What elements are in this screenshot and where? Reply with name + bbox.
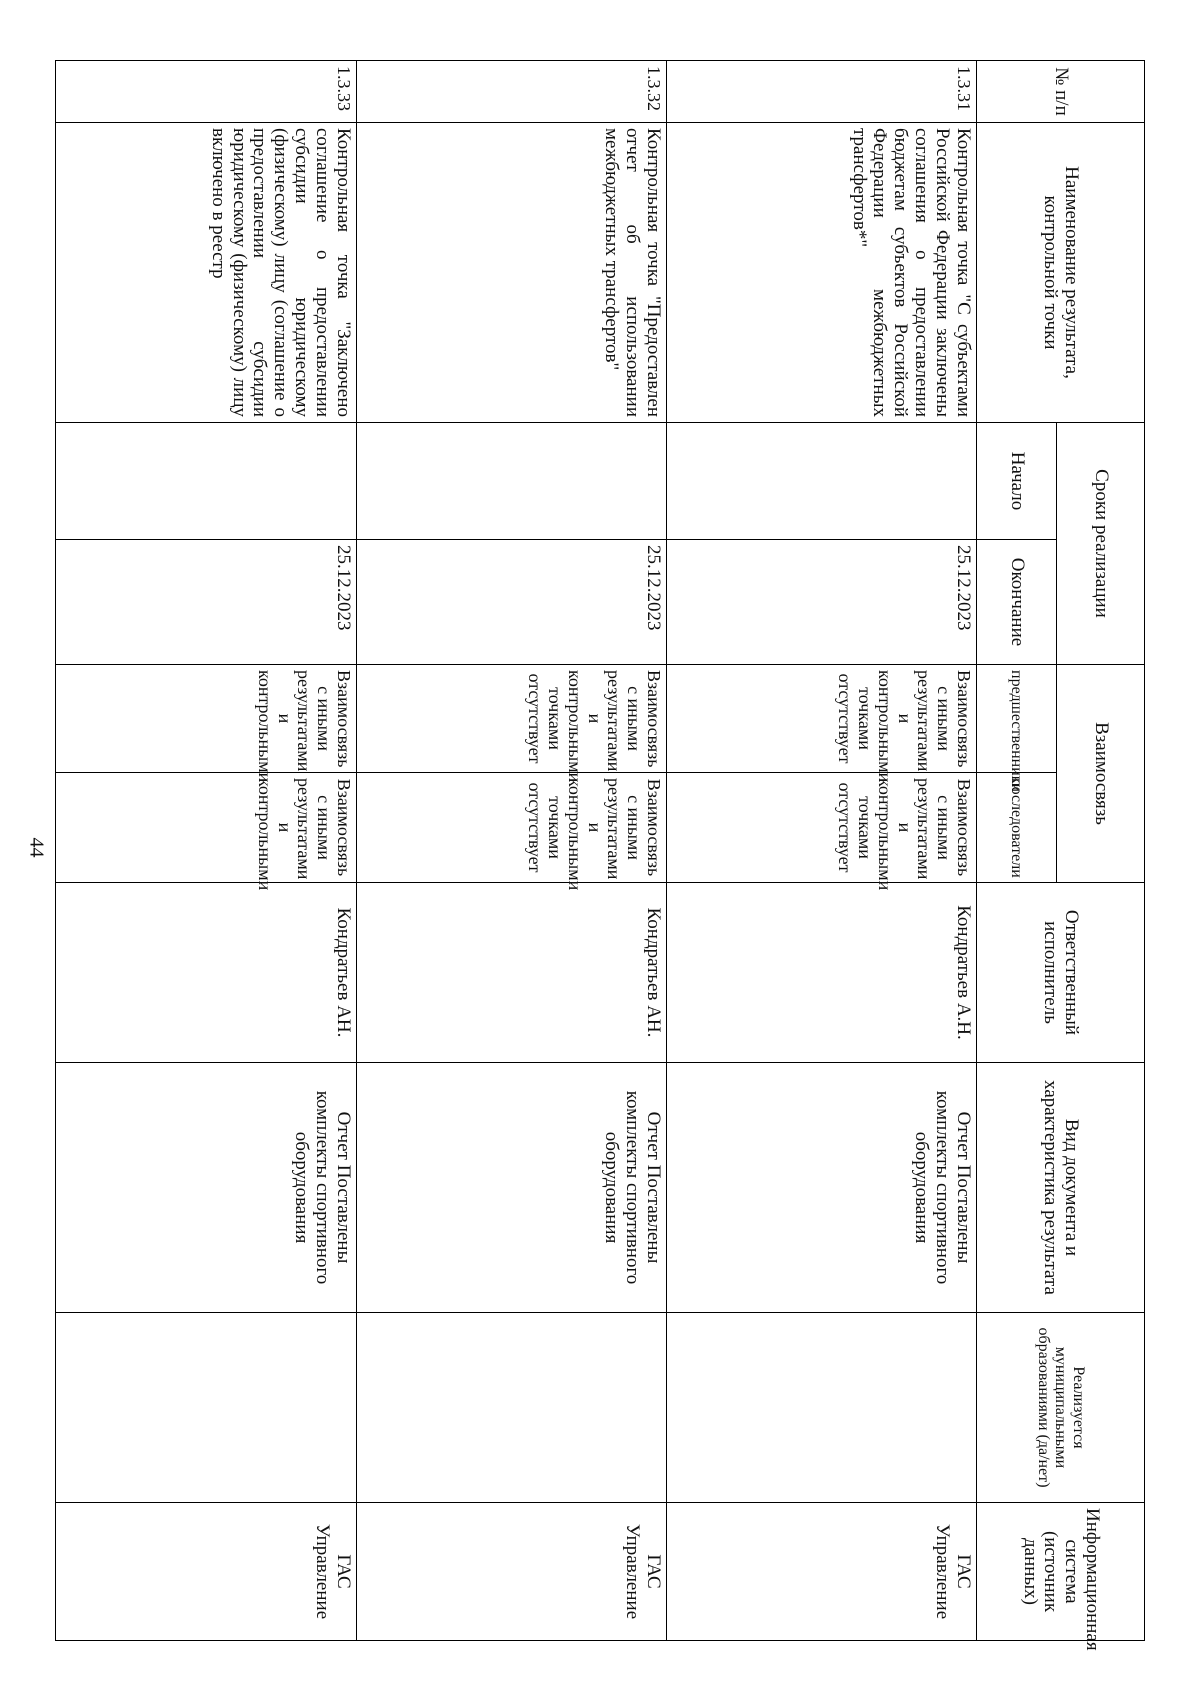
- rotated-sheet: [55, 60, 1145, 1651]
- table-row: [56, 61, 357, 1641]
- cell-info-system: ГАС Управление: [56, 1503, 357, 1641]
- header-dates: Сроки реализации: [1057, 423, 1145, 665]
- table-row: [357, 61, 667, 1641]
- header-predecessors: предшественники: [977, 665, 1057, 773]
- header-start: Начало: [977, 423, 1057, 540]
- cell-doc-type: Отчет Поставлены комплекты спортивного оборудования: [56, 1063, 357, 1313]
- cell-end: 25.12.2023: [667, 540, 977, 665]
- cell-predecessors: Взаимосвязь с иными результатами и контрольными точками отсутствует: [667, 665, 977, 773]
- cell-info-system: ГАС Управление: [357, 1503, 667, 1641]
- cell-name: Контрольная точка "Предоставлен отчет об использовании межбюджетных трансфертов": [357, 123, 667, 423]
- cell-start: [357, 423, 667, 540]
- cell-municipal: [56, 1313, 357, 1503]
- cell-end: 25.12.2023: [357, 540, 667, 665]
- cell-responsible: Кондратьев А.Н.: [667, 883, 977, 1063]
- cell-predecessors: Взаимосвязь с иными результатами и контрольными точками отсутствует: [357, 665, 667, 773]
- control-points-table: [55, 60, 1145, 1651]
- cell-end: 25.12.2023: [56, 540, 357, 665]
- cell-responsible: Кондратьев АН.: [357, 883, 667, 1063]
- header-doc-type: Вид документа и характеристика результата: [977, 1063, 1145, 1313]
- header-responsible: Ответственный исполнитель: [977, 883, 1145, 1063]
- header-no: № п/п: [977, 61, 1145, 123]
- cell-successors: Взаимосвязь с иными результатами и контрольными точками отсутствует: [357, 773, 667, 883]
- cell-start: [667, 423, 977, 540]
- header-info-system: Информационная система (источник данных): [977, 1503, 1145, 1641]
- page-number: 44: [25, 837, 48, 858]
- cell-start: [56, 423, 357, 540]
- cell-responsible: Кондратьев АН.: [56, 883, 357, 1063]
- cell-info-system: ГАС Управление: [667, 1503, 977, 1641]
- cell-municipal: [357, 1313, 667, 1503]
- header-relation: Взаимосвязь: [1057, 665, 1145, 883]
- header-successors: последователи: [977, 773, 1057, 883]
- cell-no: 1.3.31: [667, 61, 977, 123]
- cell-successors: Взаимосвязь с иными результатами и контрольными: [56, 773, 357, 883]
- header-municipal: Реализуется муниципальными образованиями (да/нет): [977, 1313, 1145, 1503]
- table-row: [667, 61, 977, 1641]
- cell-name: Контрольная точка "Заключено соглашение о предоставлении субсидии юридическому (физическому) лицу (соглашение о предоставлении субсидии юридическому (физическому) лицу включено в реестр: [56, 123, 357, 423]
- header-end: Окончание: [977, 540, 1057, 665]
- cell-doc-type: Отчет Поставлены комплекты спортивного оборудования: [667, 1063, 977, 1313]
- cell-municipal: [667, 1313, 977, 1503]
- cell-successors: Взаимосвязь с иными результатами и контрольными точками отсутствует: [667, 773, 977, 883]
- header-name: Наименование результата, контрольной точки: [977, 123, 1145, 423]
- cell-name: Контрольная точка "С субъектами Российской Федерации заключены соглашения о предоставлении бюджетам субъектов Российской Федерации межбюджетных трансфертов*": [667, 123, 977, 423]
- cell-no: 1.3.33: [56, 61, 357, 123]
- cell-no: 1.3.32: [357, 61, 667, 123]
- cell-predecessors: Взаимосвязь с иными результатами и контрольными: [56, 665, 357, 773]
- cell-doc-type: Отчет Поставлены комплекты спортивного оборудования: [357, 1063, 667, 1313]
